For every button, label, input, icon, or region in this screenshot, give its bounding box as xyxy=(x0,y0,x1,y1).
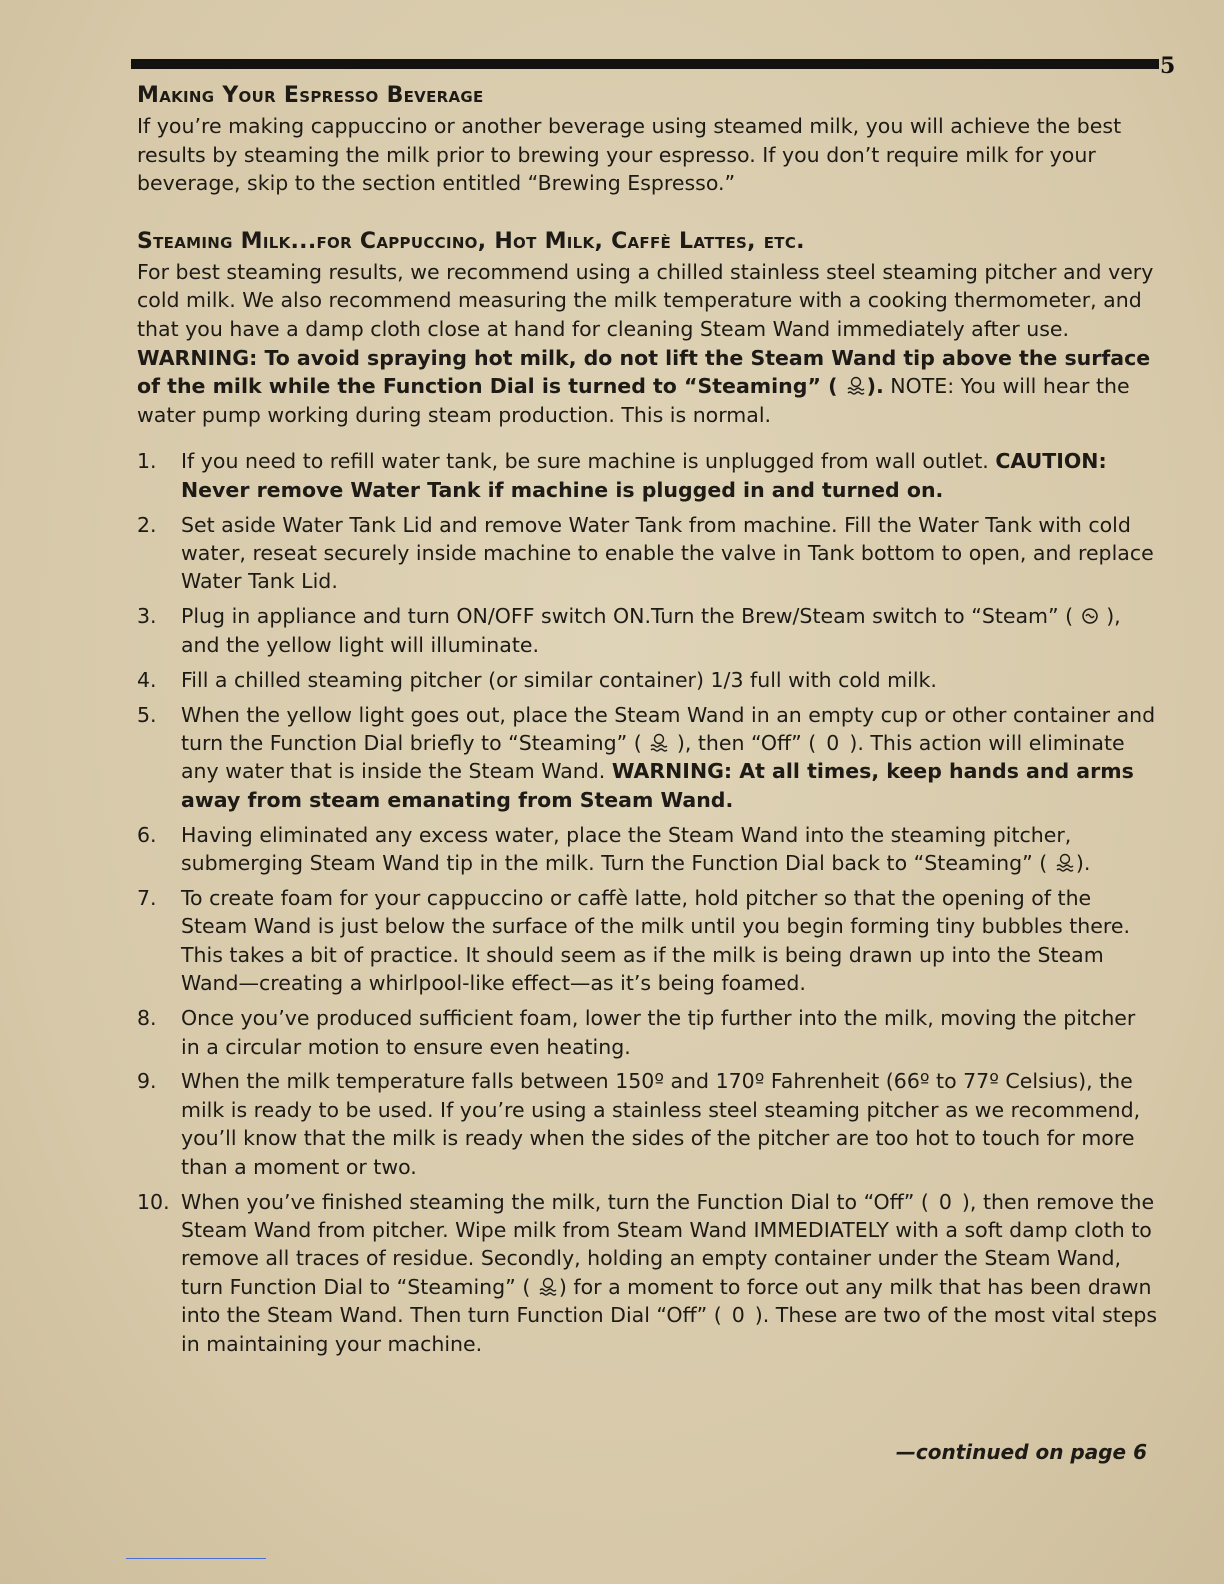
steaming-icon xyxy=(537,1276,559,1298)
steam-switch-icon xyxy=(1080,606,1100,626)
off-symbol: 0 xyxy=(826,731,840,755)
page-number: 5 xyxy=(1160,53,1176,79)
intro-note: NOTE: You will hear the water pump working during steam production. This is normal. xyxy=(137,374,1130,427)
header-rule xyxy=(131,59,1159,69)
list-item: 9. When the milk temperature falls between 150º and 170º Fahrenheit (66º to 77º Celsius), the milk is ready to be used. If you’re using a stainless steel steaming pitcher as we recommend, you’ll know that the milk is ready when the sides of the pitcher are too hot to touch for more than a moment or two. xyxy=(137,1069,1141,1179)
steps-list xyxy=(137,447,1159,1358)
list-item: 3. Plug in appliance and turn ON/OFF switch ON.Turn the Brew/Steam switch to “Steam” ( ), and the yellow light will illuminate. xyxy=(137,604,1121,657)
list-item: 4. Fill a chilled steaming pitcher (or similar container) 1/3 full with cold milk. xyxy=(137,667,937,692)
section-heading-making-espresso: Making Your Espresso Beverage xyxy=(137,83,484,108)
steaming-intro-paragraph xyxy=(137,258,1159,430)
steaming-icon xyxy=(845,375,867,397)
off-symbol: 0 xyxy=(938,1189,952,1214)
intro-warning: WARNING: To avoid spraying hot milk, do not lift the Steam Wand tip above the surface of the milk while the Function Dial is turned to “Steaming” ( ). xyxy=(137,345,1151,399)
footer-mark xyxy=(126,1558,266,1559)
list-item: 8. Once you’ve produced sufficient foam, lower the tip further into the milk, moving the pitcher in a circular motion to ensure even heating. xyxy=(137,1006,1136,1059)
list-item: 1. If you need to refill water tank, be sure machine is unplugged from wall outlet. CAUTION: Never remove Water Tank if machine is plugged in and turned on. xyxy=(137,449,1107,502)
list-item: 5. When the yellow light goes out, place the Steam Wand in an empty cup or other container and turn the Function Dial briefly to “Steaming” ( ), then “Off” ( 0 ). This action will eliminate any water that is inside the Steam Wand. WARNING: At all times, keep hands and arms away from steam emanating from Steam Wand. xyxy=(137,702,1156,812)
list-item: 6. Having eliminated any excess water, place the Steam Wand into the steaming pitcher, submerging Steam Wand tip in the milk. Turn the Function Dial back to “Steaming” ( ). xyxy=(137,822,1091,876)
intro-text: For best steaming results, we recommend using a chilled stainless steel steaming pitcher and very cold milk. We also recommend measuring the milk temperature with a cooking thermometer, and that you have a damp cloth close at hand for cleaning Steam Wand immediately after use. xyxy=(137,259,1154,341)
page-content xyxy=(137,80,1159,1365)
steaming-icon xyxy=(648,732,670,754)
list-item: 7. To create foam for your cappuccino or caffè latte, hold pitcher so that the opening of the Steam Wand is just below the surface of the milk until you begin forming tiny bubbles there. This takes a bit of practice. It should seem as if the milk is being drawn up into the Steam Wand—creating a whirlpool-like effect—as it’s being foamed. xyxy=(137,886,1130,996)
continued-note: —continued on page 6 xyxy=(895,1440,1147,1464)
off-symbol: 0 xyxy=(731,1303,745,1328)
section-heading-steaming-milk: Steaming Milk...for Cappuccino, Hot Milk, Caffè Lattes, etc. xyxy=(137,228,805,254)
section-intro-paragraph: If you’re making cappuccino or another beverage using steamed milk, you will achieve the best results by steaming the milk prior to brewing your espresso. If you don’t require milk for your beverage, skip to the section entitled “Brewing Espresso.” xyxy=(137,114,1122,196)
steaming-icon xyxy=(1054,852,1076,874)
list-item: 10. When you’ve finished steaming the milk, turn the Function Dial to “Off” ( 0 ), then remove the Steam Wand from pitcher. Wipe milk from Steam Wand IMMEDIATELY with a soft damp cloth to remove all traces of residue. Secondly, holding an empty container under the Steam Wand, turn Function Dial to “Steaming” ( ) for a moment to force out any milk that has been drawn into the Steam Wand. Then turn Function Dial “Off” ( 0 ). These are two of the most vital steps in maintaining your machine. xyxy=(137,1189,1158,1356)
list-item: 2. Set aside Water Tank Lid and remove Water Tank from machine. Fill the Water Tank with cold water, reseat securely inside machine to enable the valve in Tank bottom to open, and replace Water Tank Lid. xyxy=(137,512,1154,594)
